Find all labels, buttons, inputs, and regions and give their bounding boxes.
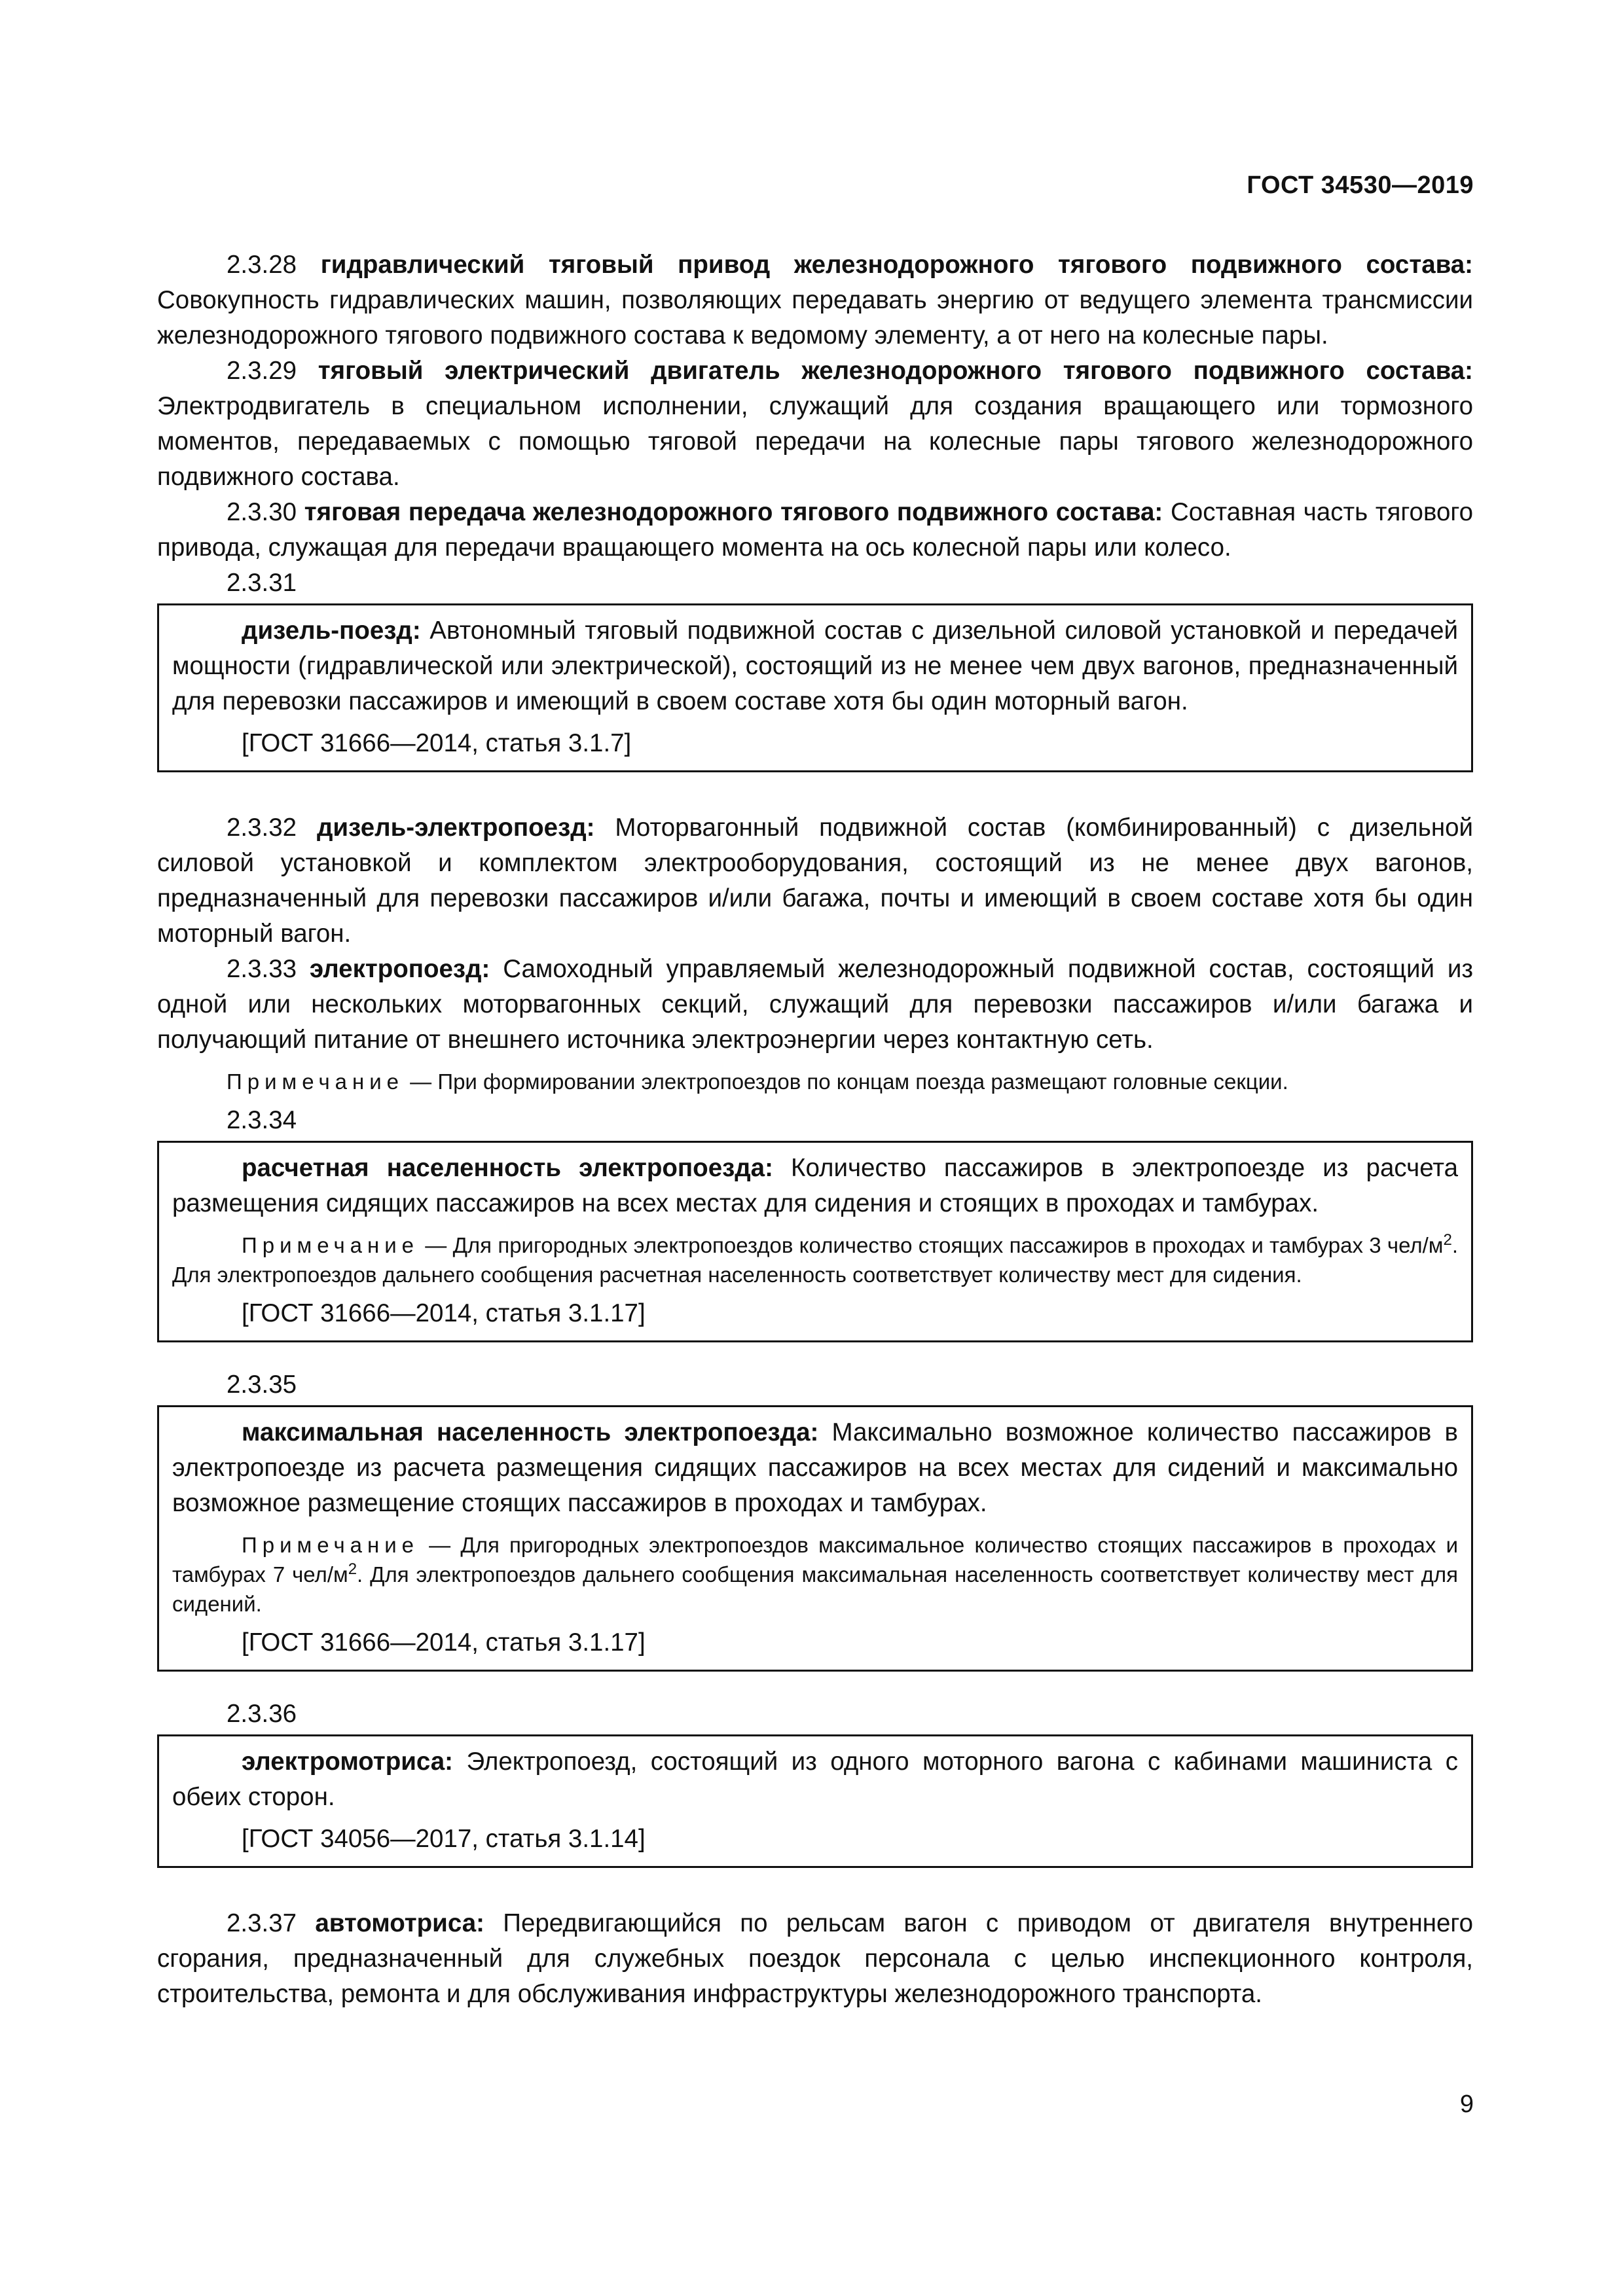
term-number: 2.3.33: [227, 955, 297, 983]
term-definition: Количество пассажиров в электропоезде из расчета размещения сидящих пассажиров на всех местах для сидения и стоящих в проходах и тамбурах.: [172, 1154, 1458, 1217]
term-title: автомотриса:: [315, 1909, 484, 1937]
term-2-3-36: [172, 1744, 1458, 1815]
term-title: тяговая передача железнодорожного тягового подвижного состава:: [304, 498, 1163, 526]
term-number: 2.3.37: [227, 1909, 297, 1937]
note-text: — Для пригородных электропоездов количество стоящих пассажиров в проходах и тамбурах 3 чел/м: [419, 1233, 1444, 1257]
term-definition: Максимально возможное количество пассажиров в электропоезде из расчета размещения сидящих пассажиров на всех местах для сидений и максимально возможное размещение стоящих пассажиров в проходах и тамбурах.: [172, 1418, 1458, 1517]
note-label: Примечание: [227, 1069, 405, 1094]
term-title: расчетная населенность электропоезда:: [242, 1154, 773, 1182]
superscript: 2: [348, 1560, 357, 1578]
term-definition: Совокупность гидравлических машин, позволяющих передавать энергию от ведущего элемента трансмиссии железнодорожного тягового подвижного состава к ведомому элементу, а от него на колесные пары.: [157, 286, 1473, 350]
quoted-term-box-2-3-31: [157, 603, 1473, 772]
note-text: . Для электропоездов дальнего сообщения максимальная населенность соответствует количеству мест для сидений.: [172, 1562, 1458, 1616]
term-title: дизель-поезд:: [242, 617, 421, 645]
term-number: 2.3.34: [227, 1106, 297, 1134]
term-source: [ГОСТ 34056—2017, статья 3.1.14]: [242, 1825, 646, 1853]
term-number: 2.3.29: [227, 357, 297, 385]
term-title: гидравлический тяговый привод железнодорожного тягового подвижного состава:: [320, 251, 1473, 279]
page-number: 9: [1459, 2090, 1474, 2118]
term-definition: Передвигающийся по рельсам вагон с приводом от двигателя внутреннего сгорания, предназначенный для служебных поездок персонала с целью инспекционного контроля, строительства, ремонта и для обслуживания инфраструктуры железнодорожного транспорта.: [157, 1909, 1473, 2008]
term-number: 2.3.36: [227, 1700, 297, 1728]
quoted-term-box-2-3-36: [157, 1734, 1473, 1868]
term-number: 2.3.35: [227, 1371, 297, 1399]
term-definition: Электродвигатель в специальном исполнении, служащий для создания вращающего или тормозного моментов, передаваемых с помощью тяговой передачи на колесные пары тягового железнодорожного подвижного состава.: [157, 392, 1473, 491]
quoted-term-box-2-3-34: [157, 1141, 1473, 1342]
term-source: [ГОСТ 31666—2014, статья 3.1.17]: [242, 1299, 646, 1327]
term-number: 2.3.30: [227, 498, 297, 526]
note-text: — Для пригородных электропоездов максимальное количество стоящих пассажиров в проходах и тамбурах 7 чел/м: [172, 1533, 1458, 1587]
term-2-3-31: [172, 613, 1458, 719]
term-number: 2.3.32: [227, 814, 297, 842]
term-source: [ГОСТ 31666—2014, статья 3.1.17]: [242, 1628, 646, 1657]
term-2-3-28: [157, 247, 1473, 353]
term-source: [ГОСТ 31666—2014, статья 3.1.7]: [242, 729, 632, 757]
note-text: . Для электропоездов дальнего сообщения расчетная населенность соответствует количеству мест для сидения.: [172, 1233, 1458, 1287]
term-title: электромотриса:: [242, 1748, 454, 1776]
term-note: [172, 1530, 1458, 1619]
term-title: тяговый электрический двигатель железнодорожного тягового подвижного состава:: [318, 357, 1473, 385]
term-2-3-29: [157, 353, 1473, 495]
term-2-3-33: [157, 952, 1473, 1058]
document-body: [157, 247, 1473, 2012]
term-note: [172, 1230, 1458, 1289]
term-2-3-32: [157, 810, 1473, 952]
term-2-3-35: [172, 1415, 1458, 1521]
term-note: [157, 1067, 1473, 1096]
term-title: дизель-электропоезд:: [316, 814, 595, 842]
term-definition: Автономный тяговый подвижной состав с дизельной силовой установкой и передачей мощности (гидравлической или электрической), состоящий из не менее чем двух вагонов, предназначенный для перевозки пассажиров и имеющий в своем составе хотя бы один моторный вагон.: [172, 617, 1458, 715]
term-title: максимальная населенность электропоезда:: [242, 1418, 819, 1446]
quoted-term-box-2-3-35: [157, 1405, 1473, 1672]
term-2-3-37: [157, 1906, 1473, 2012]
term-definition: Моторвагонный подвижной состав (комбинированный) с дизельной силовой установкой и комплектом электрооборудования, состоящий из не менее двух вагонов, предназначенный для перевозки пассажиров и/или багажа, почты и имеющий в своем составе хотя бы один моторный вагон.: [157, 814, 1473, 948]
note-label: Примечание: [242, 1233, 420, 1257]
term-definition: Самоходный управляемый железнодорожный подвижной состав, состоящий из одной или нескольких моторвагонных секций, служащий для перевозки пассажиров и/или багажа и получающий питание от внешнего источника электроэнергии через контактную сеть.: [157, 955, 1474, 1054]
standard-designation: ГОСТ 34530—2019: [1247, 171, 1474, 199]
term-2-3-34: [172, 1151, 1458, 1221]
term-definition: Составная часть тягового привода, служащая для передачи вращающего момента на ось колесной пары или колесо.: [157, 498, 1473, 562]
term-2-3-30: [157, 495, 1473, 565]
note-text: — При формировании электропоездов по концам поезда размещают головные секции.: [404, 1069, 1288, 1094]
term-number: 2.3.31: [227, 569, 297, 597]
term-number: 2.3.28: [227, 251, 297, 279]
note-label: Примечание: [242, 1533, 420, 1557]
superscript: 2: [1443, 1231, 1452, 1249]
term-title: электропоезд:: [309, 955, 490, 983]
term-definition: Электропоезд, состоящий из одного моторного вагона с кабинами машиниста с обеих сторон.: [172, 1748, 1458, 1811]
